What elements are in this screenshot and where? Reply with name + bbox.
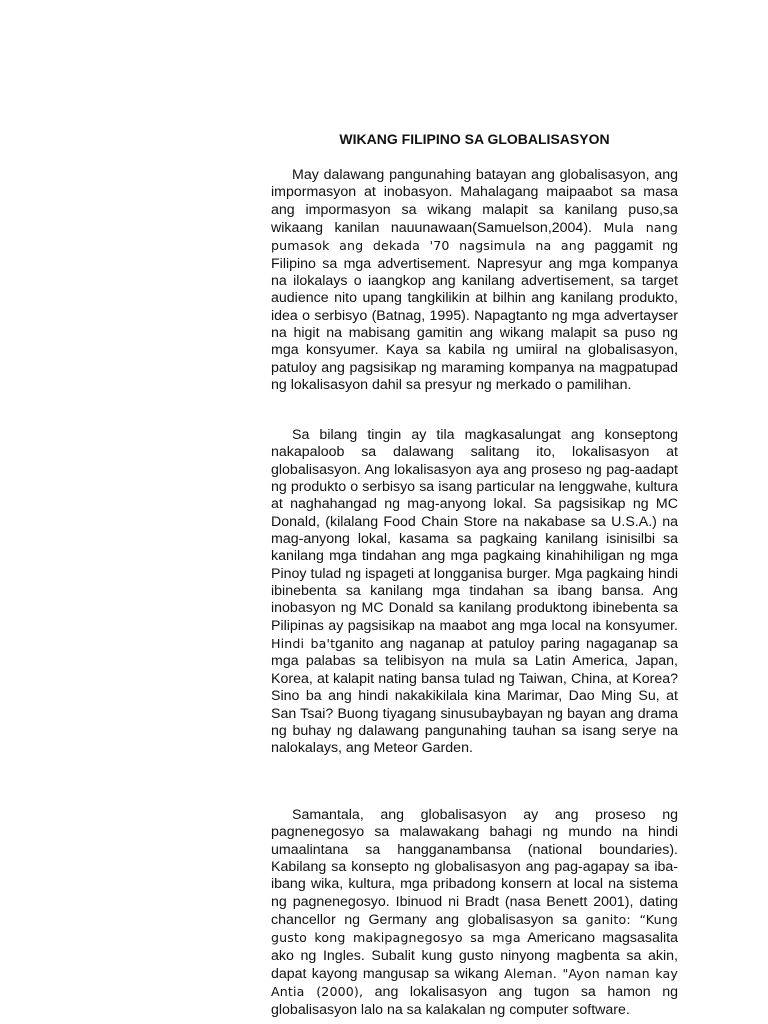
paragraph-3-sentence-1: Samantala, ang globalisasyon ay ang proseso ng pagnenegosyo sa malawakang bahagi ng mundo na hindi umaalintana sa hangganambansa (national boundaries). Kabilang sa konsepto ng globalisasyon ang pag-agapay sa iba-ibang wika, kultura, mga pribadong konsern at local na sistema ng pagnenegosyo. Ibinuod ni Bradt (nasa Benett 2001), dating chancellor ng Germany ang globalisasyon sa: [271, 807, 678, 929]
paragraph-3-sentence-4: Aleman. "Ayon naman kay Antia (2000),: [271, 966, 678, 1000]
paragraph-2-sentence-2: Hindi ba't: [271, 636, 336, 652]
paragraph-globalisasyon-batayan: [271, 167, 678, 394]
paragraph-2-sentence-3: ganito ang naganap at patuloy paring nagaganap sa mga palabas sa telibisyon na mula sa Latin America, Japan, Korea, at kalapit nating bansa tulad ng Taiwan, China, at Korea? Sino ba ang hindi nakakikilala kina Marimar, Dao Ming Su, at San Tsai? Buong tiyagang sinusubaybayan ng bayan ang drama ng buhay ng dalawang pangunahing tauhan sa isang serye na nalokalays, ang Meteor Garden.: [271, 636, 678, 757]
paragraph-3-sentence-3: Americano magsasalita ako ng Ingles. Subalit kung gusto ninyong magbenta sa akin, dapat kayong mangusap sa wikang: [271, 930, 678, 983]
paragraph-3-sentence-5: ang lokalisasyon ang tugon sa hamon ng globalisasyon lalo na sa kalakalan ng computer software.: [271, 984, 678, 1018]
paragraph-1-sentence-2: Mula nang pumasok ang dekada '70 nagsimula na ang: [271, 220, 679, 254]
paragraph-lokalisasyon: [271, 427, 678, 758]
paragraph-globalisasyon-proseso: [271, 807, 678, 1019]
paragraph-2-sentence-1: Sa bilang tingin ay tila magkasalungat ang konseptong nakapaloob sa dalawang salitang ito, lokalisasyon at globalisasyon. Ang lokalisasyon aya ang proseso ng pag-aadapt ng produkto o serbisyo sa isang particular na lenggwahe, kultura at naghahangad ng mag-anyong lokal. Sa pagsisikap ng MC Donald, (kilalang Food Chain Store na nakabase sa U.S.A.) na mag-anyong lokal, kasama sa pagkaing kanilang isinisilbi sa kanilang mga tindahan ang mga pagkaing kinahihiligan ng mga Pinoy tulad ng ispageti at longganisa burger. Mga pagkaing hindi ibinebenta sa kanilang mga tindahan sa ibang bansa. Ang inobasyon ng MC Donald sa kanilang produktong ibinebenta sa Pilipinas ay pagsisikap na maabot ang mga local na konsyumer.: [271, 427, 678, 634]
paragraph-1-sentence-1: May dalawang pangunahing batayan ang globalisasyon, ang impormasyon at inobasyon. Mahalagang maipaabot sa masa ang impormasyon sa wikang malapit sa kanilang puso,sa wikaang kanilan nauunawaan(Samuelson,2004).: [271, 167, 678, 237]
document-title: WIKANG FILIPINO SA GLOBALISASYON: [339, 131, 610, 147]
paragraph-1-sentence-3: paggamit ng Filipino sa mga advertisement. Napresyur ang mga kompanya na ilokalays o iaangkop ang kanilang advertisement, sa target audience nito upang tangkilikin at bilhin ang kanilang produkto, idea o serbisyo (Batnag, 1995). Napagtanto ng mga advertayser na higit na mabisang gamitin ang wikang malapit sa puso ng mga konsyumer. Kaya sa kabila ng umiiral na globalisasyon, patuloy ang pagsisikap ng maraming kompanya na magpatupad ng lokalisasyon dahil sa presyur ng merkado o pamilihan.: [271, 238, 678, 394]
paragraph-3-sentence-2: ganito: “Kung gusto kong makipagnegosyo sa mga: [271, 912, 678, 946]
